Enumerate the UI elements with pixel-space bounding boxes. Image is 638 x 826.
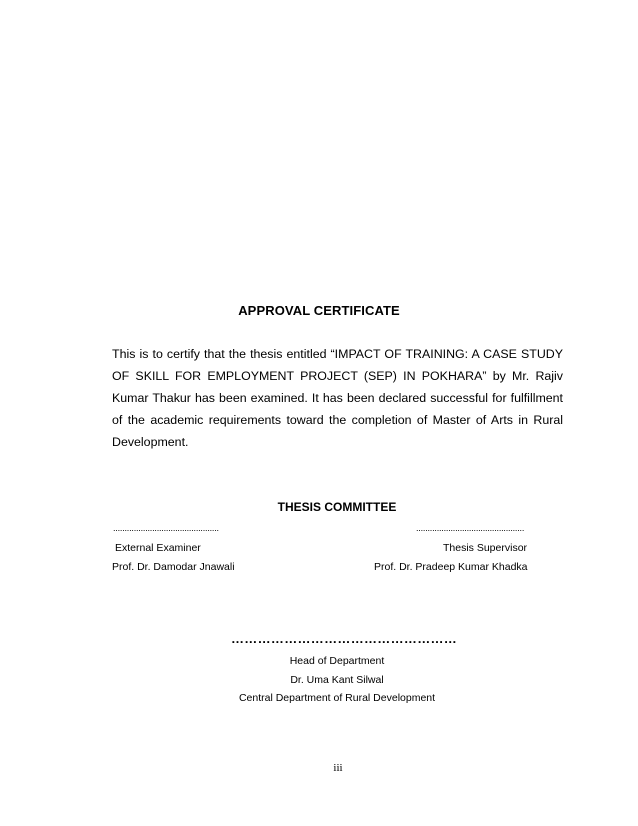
certificate-title: APPROVAL CERTIFICATE	[238, 303, 400, 318]
head-signature-line: ……………………………………………	[231, 632, 458, 646]
head-name: Dr. Uma Kant Silwal	[290, 674, 384, 686]
supervisor-signature-line: ...............................................	[416, 523, 525, 533]
certificate-body: This is to certify that the thesis entitled “IMPACT OF TRAINING: A CASE STUDY OF SKILL FOR EMPLOYMENT PROJECT (SEP) IN POKHARA” by Mr. Rajiv Kumar Thakur has been examined. It has been declared successful for fulfillment of the academic requirements toward the completion of Master of Arts in Rural Development.	[112, 347, 563, 449]
supervisor-name: Prof. Dr. Pradeep Kumar Khadka	[374, 561, 528, 573]
page-number: iii	[333, 762, 343, 774]
head-role: Head of Department	[289, 655, 385, 667]
external-examiner-signature-line: ..............................................	[113, 523, 219, 533]
committee-title: THESIS COMMITTEE	[277, 500, 397, 514]
supervisor-role: Thesis Supervisor	[443, 542, 528, 554]
external-examiner-name: Prof. Dr. Damodar Jnawali	[112, 561, 235, 573]
external-examiner-role: External Examiner	[115, 542, 201, 554]
head-department: Central Department of Rural Development	[238, 692, 436, 704]
